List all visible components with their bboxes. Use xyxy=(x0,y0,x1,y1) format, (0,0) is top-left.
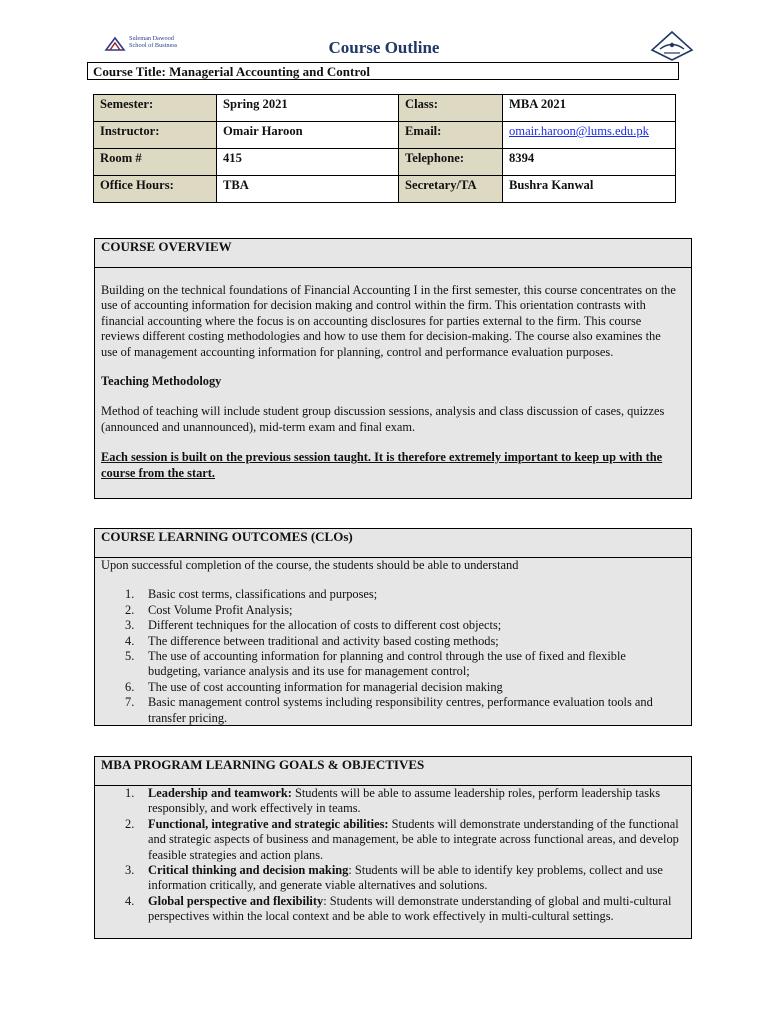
teaching-methodology-text: Method of teaching will include student group discussion sessions, analysis and class discussion of cases, quizzes (announced and unannounced), mid-term exam and final exam. xyxy=(101,404,665,434)
semester-value: Spring 2021 xyxy=(217,95,399,122)
list-item: 2. Functional, integrative and strategic abilities: Students will demonstrate understanding of the functional and strategic aspects of business and management, be able to integrate across functional areas, and develop feasible strategies and action plans. xyxy=(125,816,679,862)
secretary-value: Bushra Kanwal xyxy=(503,176,676,203)
semester-label: Semester: xyxy=(94,95,217,122)
instructor-value: Omair Haroon xyxy=(217,122,399,149)
telephone-label: Telephone: xyxy=(399,149,503,176)
instructor-label: Instructor: xyxy=(94,122,217,149)
list-item: 5. The use of accounting information for planning and control through the use of fixed and flexible budgeting, variance analysis and its use for management control; xyxy=(125,649,626,679)
class-value: MBA 2021 xyxy=(503,95,676,122)
mba-goals-list xyxy=(101,786,679,925)
course-overview-section xyxy=(94,238,692,499)
list-item: 1. Leadership and teamwork: Students will be able to assume leadership roles, perform leadership tasks responsibly, and work effectively in teams. xyxy=(125,786,661,816)
school-logo-text: Suleman Dawood School of Business xyxy=(129,35,178,50)
list-item: 6. The use of cost accounting information for managerial decision making xyxy=(125,679,503,694)
course-overview-paragraph: Building on the technical foundations of Financial Accounting I in the first semester, this course concentrates on the use of accounting information for decision making and control within the firm. This orientation contrasts with financial accounting where the focus is on accounting disclosures for parties external to the firm. This course reviews different costing methodologies and how to use them for decision-making. The course also examines the use of management accounting information for planning, control and performance evaluation purposes. xyxy=(101,283,676,359)
list-item: 3. Different techniques for the allocation of costs to different cost objects; xyxy=(125,618,502,633)
office-hours-value: TBA xyxy=(217,176,399,203)
room-value: 415 xyxy=(217,149,399,176)
clos-heading: COURSE LEARNING OUTCOMES (CLOs) xyxy=(95,529,691,558)
list-item: 1. Basic cost terms, classifications and purposes; xyxy=(125,587,378,602)
list-item: 2. Cost Volume Profit Analysis; xyxy=(125,602,293,617)
teaching-methodology-heading: Teaching Methodology xyxy=(101,374,222,389)
telephone-value: 8394 xyxy=(503,149,676,176)
email-cell xyxy=(503,122,676,149)
secretary-label: Secretary/TA xyxy=(399,176,503,203)
university-crest-icon xyxy=(650,30,694,62)
email-label: Email: xyxy=(399,122,503,149)
course-note: Each session is built on the previous session taught. It is therefore extremely important to keep up with the course from the start. xyxy=(101,450,663,480)
clos-list xyxy=(101,587,679,726)
course-overview-body xyxy=(95,268,691,481)
table-row xyxy=(94,122,676,149)
mba-goals-body xyxy=(95,786,691,925)
clos-section xyxy=(94,528,692,726)
clos-intro: Upon successful completion of the course, the students should be able to understand xyxy=(101,558,519,572)
clos-body xyxy=(95,558,691,726)
course-title: Course Title: Managerial Accounting and Control xyxy=(87,62,679,80)
course-overview-heading: COURSE OVERVIEW xyxy=(95,239,691,268)
office-hours-label: Office Hours: xyxy=(94,176,217,203)
course-info-table xyxy=(93,94,676,203)
list-item: 7. Basic management control systems including responsibility centres, performance evaluation tools and transfer pricing. xyxy=(125,695,653,725)
page-title: Course Outline xyxy=(328,38,440,57)
list-item: 3. Critical thinking and decision making: Students will be able to identify key problems, collect and use information critically, and generate viable alternatives and solutions. xyxy=(125,863,663,893)
mba-goals-section xyxy=(94,756,692,939)
table-row xyxy=(94,95,676,122)
table-row xyxy=(94,176,676,203)
mba-goals-heading: MBA PROGRAM LEARNING GOALS & OBJECTIVES xyxy=(95,757,691,786)
list-item: 4. Global perspective and flexibility: Students will demonstrate understanding of global and multi-cultural perspectives within the local context and be able to work effectively in multi-cultural settings. xyxy=(125,893,672,924)
table-row xyxy=(94,149,676,176)
room-label: Room # xyxy=(94,149,217,176)
list-item: 4. The difference between traditional and activity based costing methods; xyxy=(125,633,499,648)
email-link[interactable]: omair.haroon@lums.edu.pk xyxy=(509,124,649,138)
class-label: Class: xyxy=(399,95,503,122)
